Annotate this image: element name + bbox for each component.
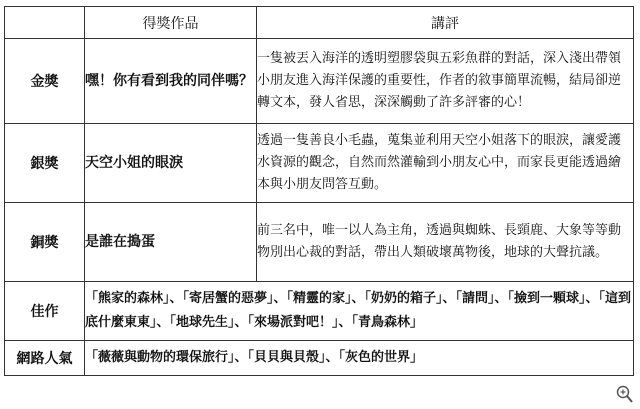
review-text: 一隻被丟入海洋的透明塑膠袋與五彩魚群的對話，深入淺出帶領小朋友進入海洋保護的重要性，作者的敘事簡單流暢，結局卻逆轉文本，發人省思，深深觸動了許多評審的心！: [257, 39, 634, 124]
table-row: [5, 282, 634, 341]
table-header-row: [5, 7, 634, 39]
table-row: [5, 39, 634, 124]
award-bronze: 銅獎: [5, 203, 85, 282]
work-title: 天空小姐的眼淚: [85, 124, 257, 203]
review-text: 透過一隻善良小毛蟲，蒐集並利用天空小姐落下的眼淚，讓愛護水資源的觀念，自然而然灌輸到小朋友心中，而家長更能透過繪本與小朋友問答互動。: [257, 124, 634, 203]
header-work: 得獎作品: [85, 7, 257, 39]
award-silver: 銀獎: [5, 124, 85, 203]
table-row: [5, 341, 634, 376]
magnifier-icon[interactable]: [616, 385, 634, 405]
work-title: 是誰在搗蛋: [85, 203, 257, 282]
header-award-col: [5, 7, 85, 39]
award-gold: 金獎: [5, 39, 85, 124]
award-online: 網路人氣: [5, 341, 85, 376]
work-title: 嘿！你有看到我的同伴嗎？: [85, 39, 257, 124]
table-row: [5, 124, 634, 203]
table-row: [5, 203, 634, 282]
honorable-works: 「熊家的森林」、「寄居蟹的惡夢」、「精靈的家」、「奶奶的箱子」、「請問」、「撿到一顆球」、「這到底什麼東東」、「地球先生」、「來場派對吧！」、「青鳥森林」: [85, 282, 634, 341]
awards-table: [4, 6, 634, 376]
header-review: 講評: [257, 7, 634, 39]
online-works: 「薇薇與動物的環保旅行」、「貝貝與貝殼」、「灰色的世界」: [85, 341, 634, 376]
review-text: 前三名中，唯一以人為主角，透過與蜘蛛、長頸鹿、大象等等動物別出心裁的對話，帶出人類破壞萬物後，地球的大聲抗議。: [257, 203, 634, 282]
award-honorable: 佳作: [5, 282, 85, 341]
